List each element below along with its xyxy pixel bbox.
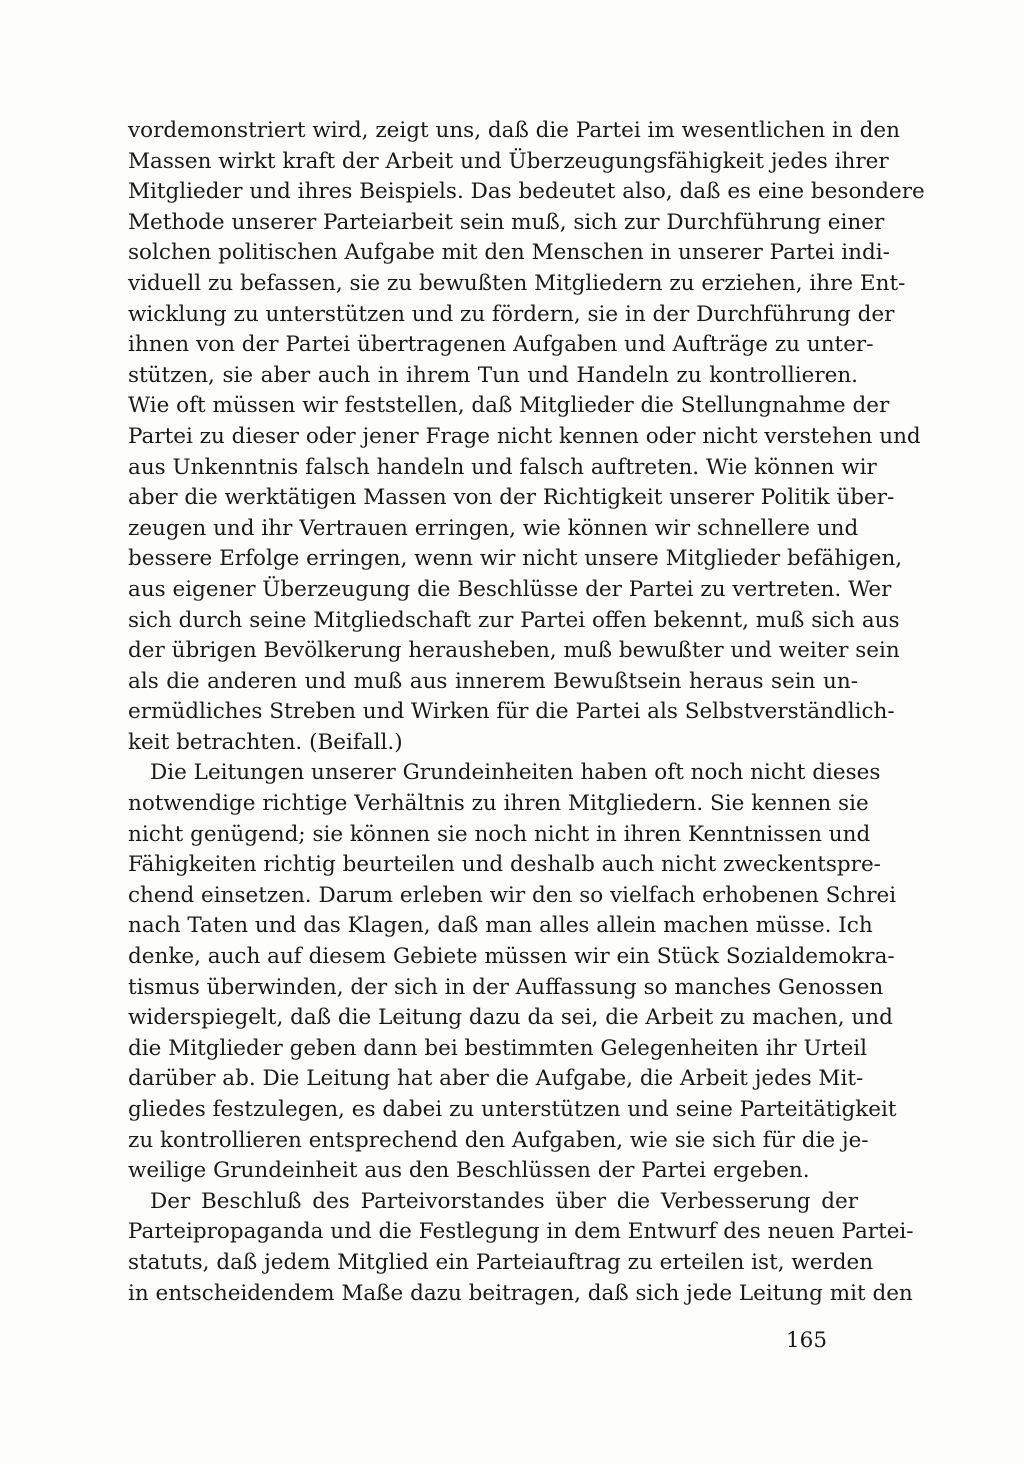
text-line: stützen, sie aber auch in ihrem Tun und Handeln zu kontrollieren.	[128, 362, 858, 388]
text-line: statuts, daß jedem Mitglied ein Parteiauftrag zu erteilen ist, werden	[128, 1249, 874, 1275]
text-line: der übrigen Bevölkerung herausheben, muß bewußter und weiter sein	[128, 638, 900, 664]
text-line: gliedes festzulegen, es dabei zu unterstützen und seine Parteitätigkeit	[128, 1097, 897, 1122]
text-line: zeugen und ihr Vertrauen erringen, wie können wir schnellere und	[128, 515, 859, 541]
text-line: denke, auch auf diesem Gebiete müssen wir ein Stück Sozialdemokra-	[128, 944, 895, 970]
text-line: Wie oft müssen wir feststellen, daß Mitglieder die Stellungnahme der	[128, 393, 890, 419]
text-line: Fähigkeiten richtig beurteilen und deshalb auch nicht zweckentspre-	[128, 852, 881, 878]
text-line: aus Unkenntnis falsch handeln und falsch auftreten. Wie können wir	[128, 454, 877, 480]
text-line: solchen politischen Aufgabe mit den Menschen in unserer Partei indi-	[128, 240, 890, 266]
text-line: Parteipropaganda und die Festlegung in dem Entwurf des neuen Partei-	[128, 1219, 914, 1245]
text-line: chend einsetzen. Darum erleben wir den so vielfach erhobenen Schrei	[128, 882, 897, 908]
paragraph	[128, 758, 897, 1186]
text-line: sich durch seine Mitgliedschaft zur Partei offen bekennt, muß sich aus	[128, 607, 900, 633]
text-line: Methode unserer Parteiarbeit sein muß, sich zur Durchführung einer	[128, 209, 885, 235]
text-line: Massen wirkt kraft der Arbeit und Überzeugungsfähigkeit jedes ihrer	[128, 148, 889, 174]
paragraph	[128, 1187, 914, 1309]
text-line: Der Beschluß des Parteivorstandes über die Verbesserung der	[150, 1188, 858, 1214]
text-line: notwendige richtige Verhältnis zu ihren Mitgliedern. Sie kennen sie	[128, 791, 869, 817]
page-number: 165	[786, 1328, 828, 1353]
paragraph	[128, 116, 925, 758]
text-line: in entscheidendem Maße dazu beitragen, daß sich jede Leitung mit den	[128, 1280, 913, 1306]
text-line: ihnen von der Partei übertragenen Aufgaben und Aufträge zu unter-	[128, 332, 874, 358]
text-line: Partei zu dieser oder jener Frage nicht kennen oder nicht verstehen und	[128, 423, 921, 449]
text-line: keit betrachten. (Beifall.)	[128, 729, 403, 755]
text-line: viduell zu befassen, sie zu bewußten Mitgliedern zu erziehen, ihre Ent-	[128, 270, 906, 296]
text-line: nach Taten und das Klagen, daß man alles allein machen müsse. Ich	[128, 913, 873, 939]
text-line: ermüdliches Streben und Wirken für die Partei als Selbstverständlich-	[128, 699, 895, 725]
text-line: die Mitglieder geben dann bei bestimmten Gelegenheiten ihr Urteil	[128, 1035, 868, 1061]
text-line: widerspiegelt, daß die Leitung dazu da sei, die Arbeit zu machen, und	[128, 1005, 893, 1031]
text-line: bessere Erfolge erringen, wenn wir nicht unsere Mitglieder befähigen,	[128, 546, 903, 572]
text-line: zu kontrollieren entsprechend den Aufgaben, wie sie sich für die je-	[128, 1127, 869, 1153]
text-line: Mitglieder und ihres Beispiels. Das bedeutet also, daß es eine besondere	[128, 179, 925, 205]
text-line: wicklung zu unterstützen und zu fördern, sie in der Durchführung der	[128, 301, 895, 327]
text-line: Die Leitungen unserer Grundeinheiten haben oft noch nicht dieses	[150, 760, 881, 786]
text-line: aus eigener Überzeugung die Beschlüsse der Partei zu vertreten. Wer	[128, 576, 892, 602]
text-line: darüber ab. Die Leitung hat aber die Aufgabe, die Arbeit jedes Mit-	[128, 1066, 864, 1092]
text-line: nicht genügend; sie können sie noch nicht in ihren Kenntnissen und	[128, 821, 871, 847]
text-line: als die anderen und muß aus innerem Bewußtsein heraus sein un-	[128, 668, 858, 694]
text-line: vordemonstriert wird, zeigt uns, daß die Partei im wesentlichen in den	[128, 118, 900, 143]
text-line: tismus überwinden, der sich in der Auffassung so manches Genossen	[128, 974, 884, 1000]
text-line: aber die werktätigen Massen von der Richtigkeit unserer Politik über-	[128, 485, 895, 511]
text-line: weilige Grundeinheit aus den Beschlüssen der Partei ergeben.	[128, 1158, 810, 1184]
body-text	[128, 116, 925, 1309]
